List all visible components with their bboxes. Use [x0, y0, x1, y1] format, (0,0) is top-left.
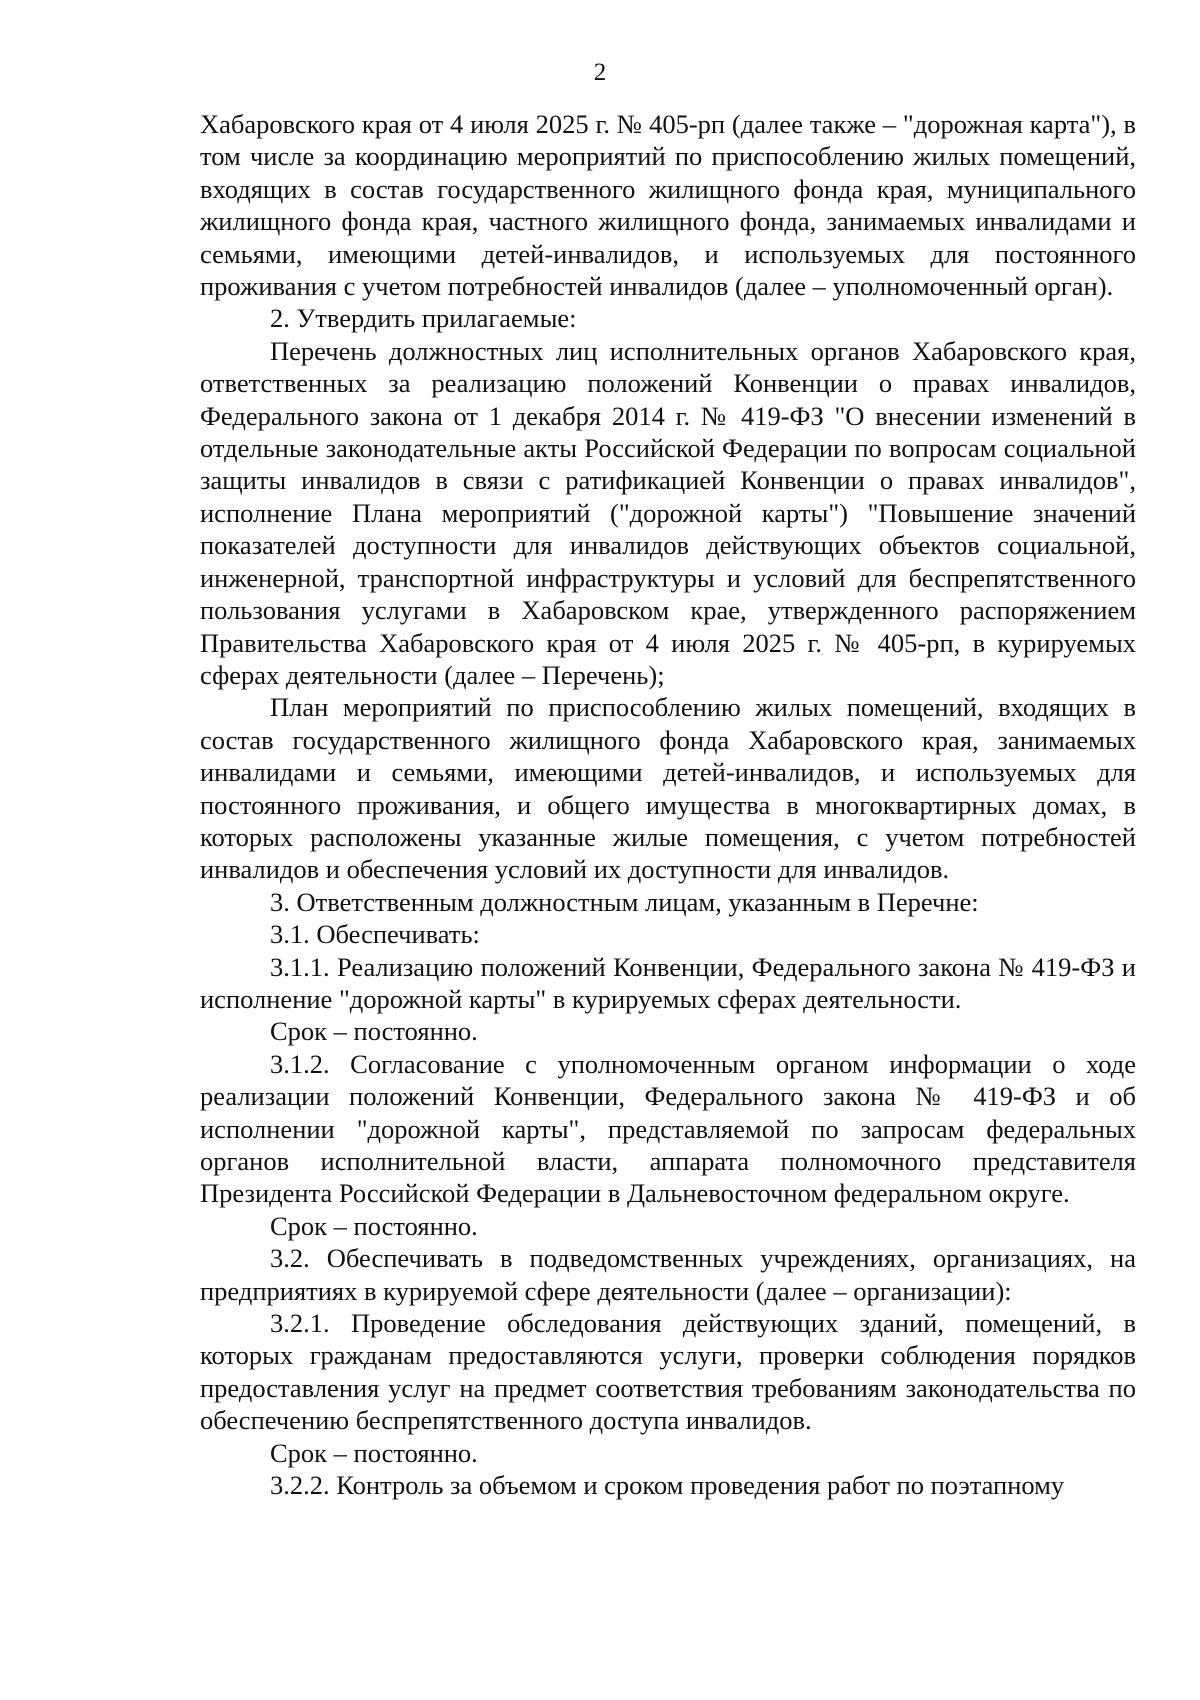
paragraph-deadline: Срок – постоянно.: [270, 1437, 478, 1468]
paragraph-item-3-1-1: 3.1.1. Реализацию положений Конвенции, Федерального закона № 419-ФЗ и исполнение "дорожной карты" в курируемых сферах деятельности.: [200, 951, 1136, 1014]
paragraph-item-3-2: 3.2. Обеспечивать в подведомственных учреждениях, организациях, на предприятиях в курируемой сфере деятельности (далее – организации):: [200, 1243, 1136, 1306]
paragraph-continuation: Хабаровского края от 4 июля 2025 г. № 405-рп (далее также – "дорожная карта"), в том числе за координацию мероприятий по приспособлению жилых помещений, входящих в состав государственного жилищного фонда края, муниципального жилищного фонда края, частного жилищного фонда, занимаемых инвалидами и семьями, имеющими детей-инвалидов, и используемых для постоянного проживания с учетом потребностей инвалидов (далее – уполномоченный орган).: [200, 109, 1136, 302]
paragraph-deadline: Срок – постоянно.: [270, 1016, 478, 1047]
paragraph-deadline: Срок – постоянно.: [270, 1210, 478, 1241]
paragraph-item-3-1-2: 3.1.2. Согласование с уполномоченным органом информации о ходе реализации положений Конвенции, Федерального закона № 419-ФЗ и об исполнении "дорожной карты", представляемой по запросам федеральных органов исполнительной власти, аппарата полномочного представителя Президента Российской Федерации в Дальневосточном федеральном округе.: [200, 1048, 1136, 1209]
paragraph-action-plan: План мероприятий по приспособлению жилых помещений, входящих в состав государственного жилищного фонда Хабаровского края, занимаемых инвалидами и семьями, имеющими детей-инвалидов, и используемых для постоянного проживания, и общего имущества в многоквартирных домах, в которых расположены указанные жилые помещения, с учетом потребностей инвалидов и обеспечения условий их доступности для инвалидов.: [200, 692, 1136, 885]
paragraph-item-2: 2. Утвердить прилагаемые:: [270, 303, 577, 334]
paragraph-item-3-1: 3.1. Обеспечивать:: [270, 919, 480, 950]
page-number: 2: [593, 59, 607, 86]
paragraph-list-officials: Перечень должностных лиц исполнительных органов Хабаровского края, ответственных за реализацию положений Конвенции о правах инвалидов, Федерального закона от 1 декабря 2014 г. № 419-ФЗ "О внесении изменений в отдельные законодательные акты Российской Федерации по вопросам социальной защиты инвалидов в связи с ратификацией Конвенции о правах инвалидов", исполнение Плана мероприятий ("дорожной карты") "Повышение значений показателей доступности для инвалидов действующих объектов социальной, инженерной, транспортной инфраструктуры и условий для беспрепятственного пользования услугами в Хабаровском крае, утвержденного распоряжением Правительства Хабаровского края от 4 июля 2025 г. № 405-рп, в курируемых сферах деятельности (далее – Перечень);: [200, 335, 1136, 690]
paragraph-item-3-2-1: 3.2.1. Проведение обследования действующих зданий, помещений, в которых гражданам предоставляются услуги, проверки соблюдения порядков предоставления услуг на предмет соответствия требованиям законодательства по обеспечению беспрепятственного доступа инвалидов.: [200, 1308, 1136, 1436]
paragraph-item-3: 3. Ответственным должностным лицам, указанным в Перечне:: [270, 886, 979, 917]
document-body: [200, 108, 1136, 1501]
paragraph-item-3-2-2: 3.2.2. Контроль за объемом и сроком проведения работ по поэтапному: [270, 1470, 1065, 1501]
